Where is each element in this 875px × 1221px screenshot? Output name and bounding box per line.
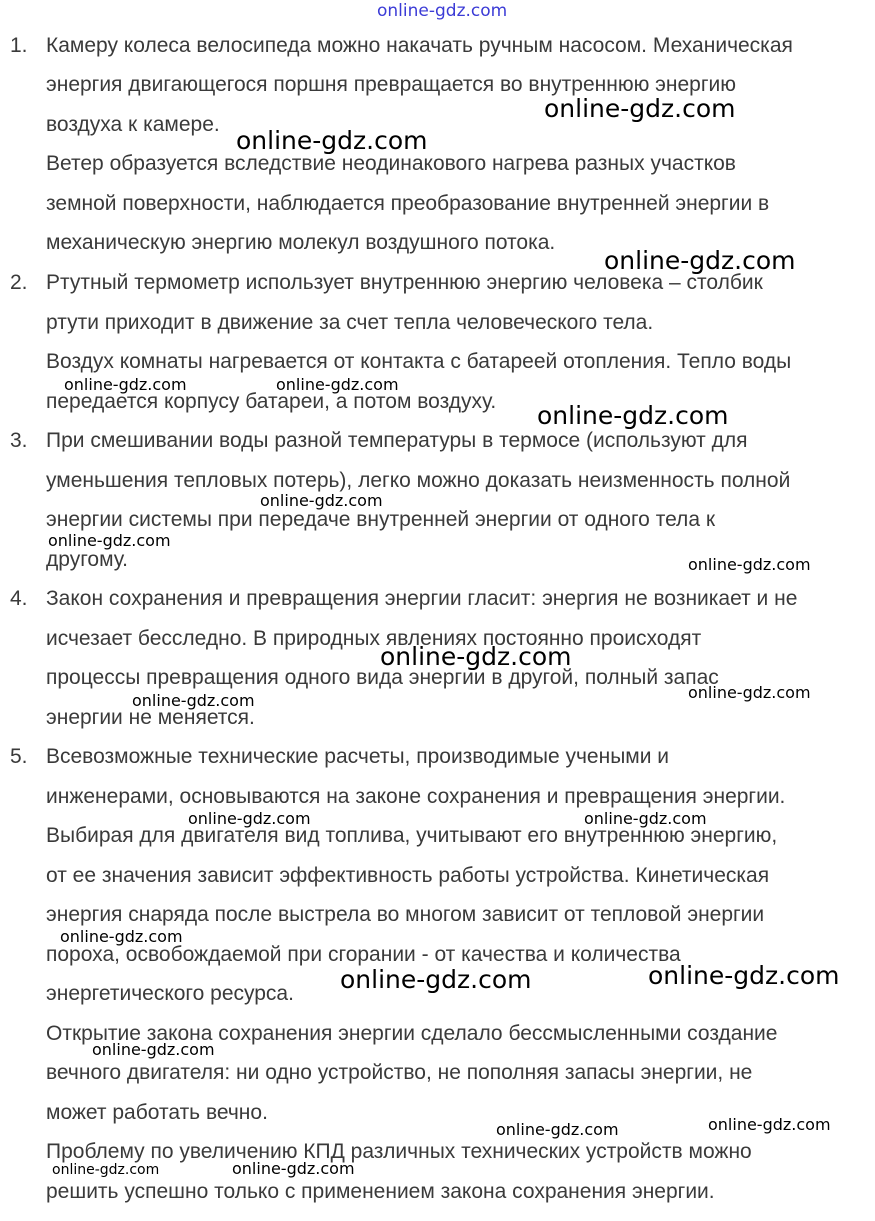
item-number: 3. [10, 429, 28, 452]
text-line: от ее значения зависит эффективность работы устройства. Кинетическая [46, 864, 770, 887]
text-line: энергии не меняется. [46, 706, 255, 729]
text-line: Всевозможные технические расчеты, производимые учеными и [46, 745, 670, 768]
watermark: online-gdz.com [188, 809, 311, 828]
text-line: Закон сохранения и превращения энергии гласит: энергия не возникает и не [46, 587, 798, 610]
watermark: online-gdz.com [604, 246, 796, 275]
watermark: online-gdz.com [496, 1120, 619, 1139]
text-line: вечного двигателя: ни одно устройство, не пополняя запасы энергии, не [46, 1061, 753, 1084]
text-line: Камеру колеса велосипеда можно накачать ручным насосом. Механическая [46, 34, 793, 57]
watermark: online-gdz.com [648, 961, 840, 990]
text-line: ртути приходит в движение за счет тепла человеческого тела. [46, 311, 654, 334]
text-line: Ртутный термометр использует внутреннюю энергию человека – столбик [46, 271, 763, 294]
item-number: 5. [10, 745, 28, 768]
text-line: энергия двигающегося поршня превращается во внутреннюю энергию [46, 73, 736, 96]
item-number: 4. [10, 587, 28, 610]
watermark: online-gdz.com [688, 683, 811, 702]
text-line: механическую энергию молекул воздушного потока. [46, 231, 556, 254]
watermark: online-gdz.com [260, 491, 383, 510]
text-line: другому. [46, 548, 128, 571]
text-line: уменьшения тепловых потерь), легко можно доказать неизменность полной [46, 469, 791, 492]
text-line: может работать вечно. [46, 1101, 268, 1124]
header-site-mark[interactable]: online-gdz.com [377, 1, 508, 21]
watermark: online-gdz.com [340, 965, 532, 994]
text-line: Воздух комнаты нагревается от контакта с батареей отопления. Тепло воды [46, 350, 792, 373]
watermark: online-gdz.com [380, 642, 572, 671]
watermark: online-gdz.com [688, 555, 811, 574]
text-line: энергия снаряда после выстрела во многом зависит от тепловой энергии [46, 903, 765, 926]
text-line: процессы превращения одного вида энергии в другой, полный запас [46, 666, 719, 689]
text-line: земной поверхности, наблюдается преобразование внутренней энергии в [46, 192, 770, 215]
text-line: Выбирая для двигателя вид топлива, учитывают его внутреннюю энергию, [46, 824, 778, 847]
text-line: воздуха к камере. [46, 113, 220, 136]
item-number: 1. [10, 34, 28, 57]
text-line: Ветер образуется вследствие неодинакового нагрева разных участков [46, 152, 736, 175]
text-line: пороха, освобождаемой при сгорании - от качества и количества [46, 943, 681, 966]
text-line: энергетического ресурса. [46, 982, 294, 1005]
text-line: энергии системы при передаче внутренней энергии от одного тела к [46, 508, 716, 531]
watermark: online-gdz.com [537, 401, 729, 430]
watermark: online-gdz.com [584, 809, 707, 828]
text-line: Проблему по увеличению КПД различных технических устройств можно [46, 1140, 752, 1163]
watermark: online-gdz.com [92, 1040, 215, 1059]
watermark: online-gdz.com [544, 94, 736, 123]
watermark: online-gdz.com [236, 126, 428, 155]
text-line: передается корпусу батареи, а потом воздуху. [46, 390, 497, 413]
watermark: online-gdz.com [48, 531, 171, 550]
text-line: При смешивании воды разной температуры в термосе (используют для [46, 429, 748, 452]
watermark: online-gdz.com [708, 1115, 831, 1134]
text-line: решить успешно только с применением закона сохранения энергии. [46, 1180, 715, 1203]
text-line: исчезает бесследно. В природных явлениях постоянно происходят [46, 627, 702, 650]
watermark: online-gdz.com [232, 1159, 355, 1178]
item-number: 2. [10, 271, 28, 294]
watermark: online-gdz.com [64, 375, 187, 394]
text-line: инженерами, основываются на законе сохранения и превращения энергии. [46, 785, 786, 808]
watermark: online-gdz.com [132, 691, 255, 710]
watermark: online-gdz.com [52, 1162, 160, 1178]
text-line: Открытие закона сохранения энергии сделало бессмысленными создание [46, 1022, 778, 1045]
watermark: online-gdz.com [60, 927, 183, 946]
watermark: online-gdz.com [276, 375, 399, 394]
